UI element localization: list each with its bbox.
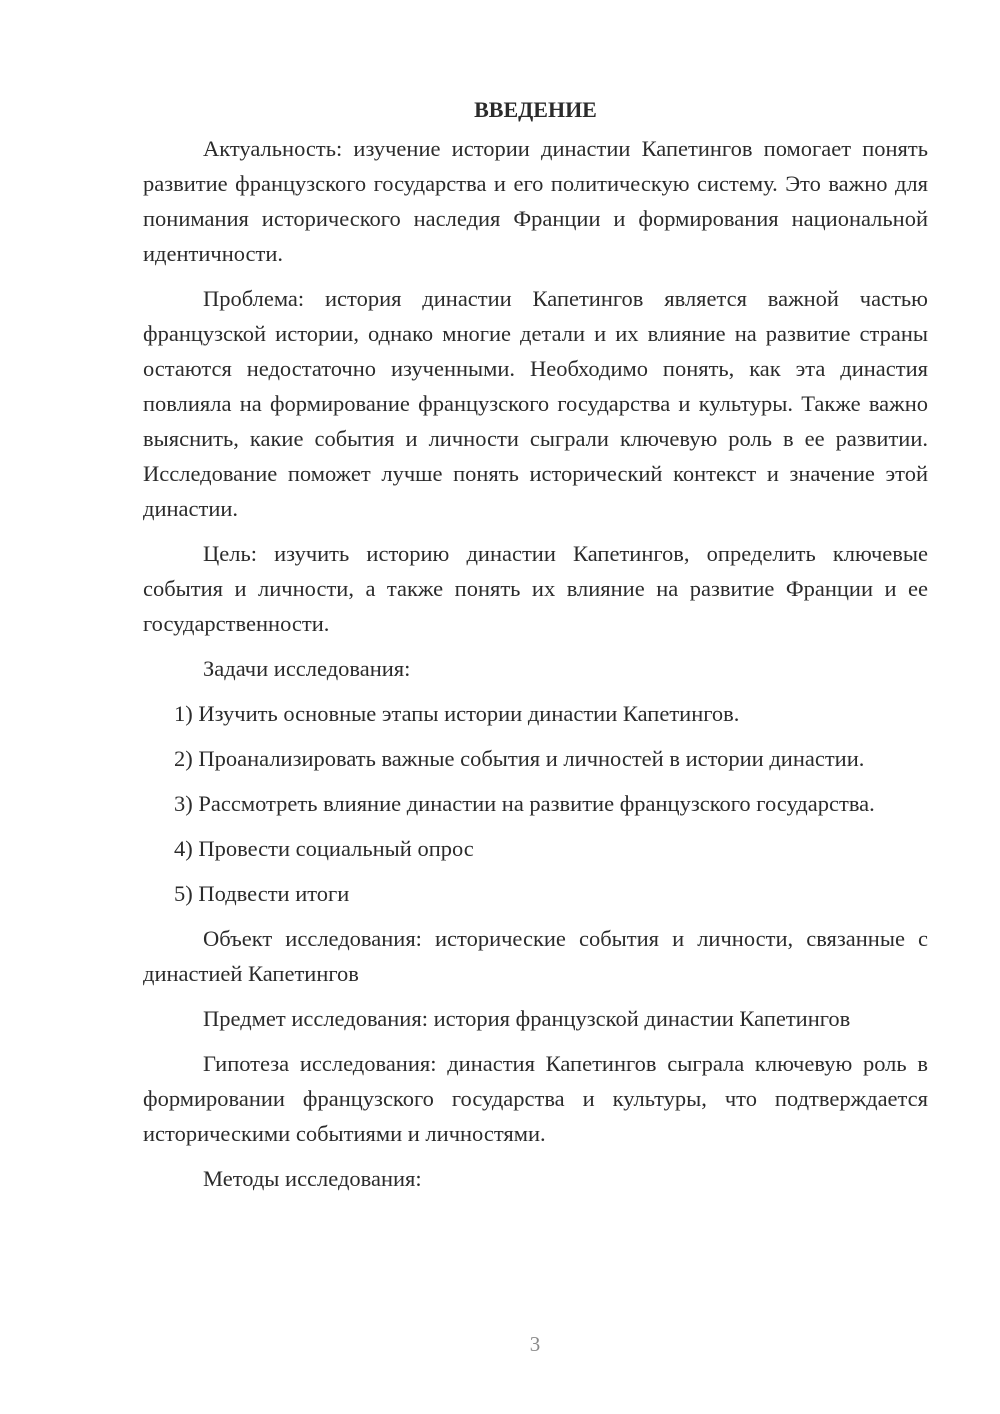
page-number: 3: [529, 1332, 541, 1356]
tasks-heading: Задачи исследования:: [203, 656, 411, 681]
task-item-4: 4) Провести социальный опрос: [174, 836, 474, 861]
methods-paragraph: Методы исследования:: [203, 1166, 422, 1191]
task-item-2: 2) Проанализировать важные события и личностей в истории династии.: [174, 746, 865, 771]
relevance-paragraph: Актуальность: изучение истории династии Капетингов помогает понять развитие французского государства и его политическую систему. Это важно для понимания исторического наследия Франции и формирования национальной идентичности.: [143, 136, 928, 266]
subject-paragraph: Предмет исследования: история французской династии Капетингов: [203, 1006, 851, 1031]
goal-paragraph: Цель: изучить историю династии Капетингов, определить ключевые события и личности, а также понять их влияние на развитие Франции и ее государственности.: [143, 541, 928, 636]
section-heading: ВВЕДЕНИЕ: [474, 97, 597, 122]
task-item-3: 3) Рассмотреть влияние династии на развитие французского государства.: [174, 791, 875, 816]
task-item-5: 5) Подвести итоги: [174, 881, 350, 906]
problem-paragraph: Проблема: история династии Капетингов является важной частью французской истории, однако многие детали и их влияние на развитие страны остаются недостаточно изученными. Необходимо понять, как эта династия повлияла на формирование французского государства и культуры. Также важно выяснить, какие события и личности сыграли ключевую роль в ее развитии. Исследование поможет лучше понять исторический контекст и значение этой династии.: [143, 286, 928, 521]
object-paragraph: Объект исследования: исторические события и личности, связанные с династией Капетингов: [143, 926, 928, 986]
document-page: [143, 92, 928, 1206]
hypothesis-paragraph: Гипотеза исследования: династия Капетингов сыграла ключевую роль в формировании французского государства и культуры, что подтверждается историческими событиями и личностями.: [143, 1051, 928, 1146]
task-item-1: 1) Изучить основные этапы истории династии Капетингов.: [174, 701, 740, 726]
